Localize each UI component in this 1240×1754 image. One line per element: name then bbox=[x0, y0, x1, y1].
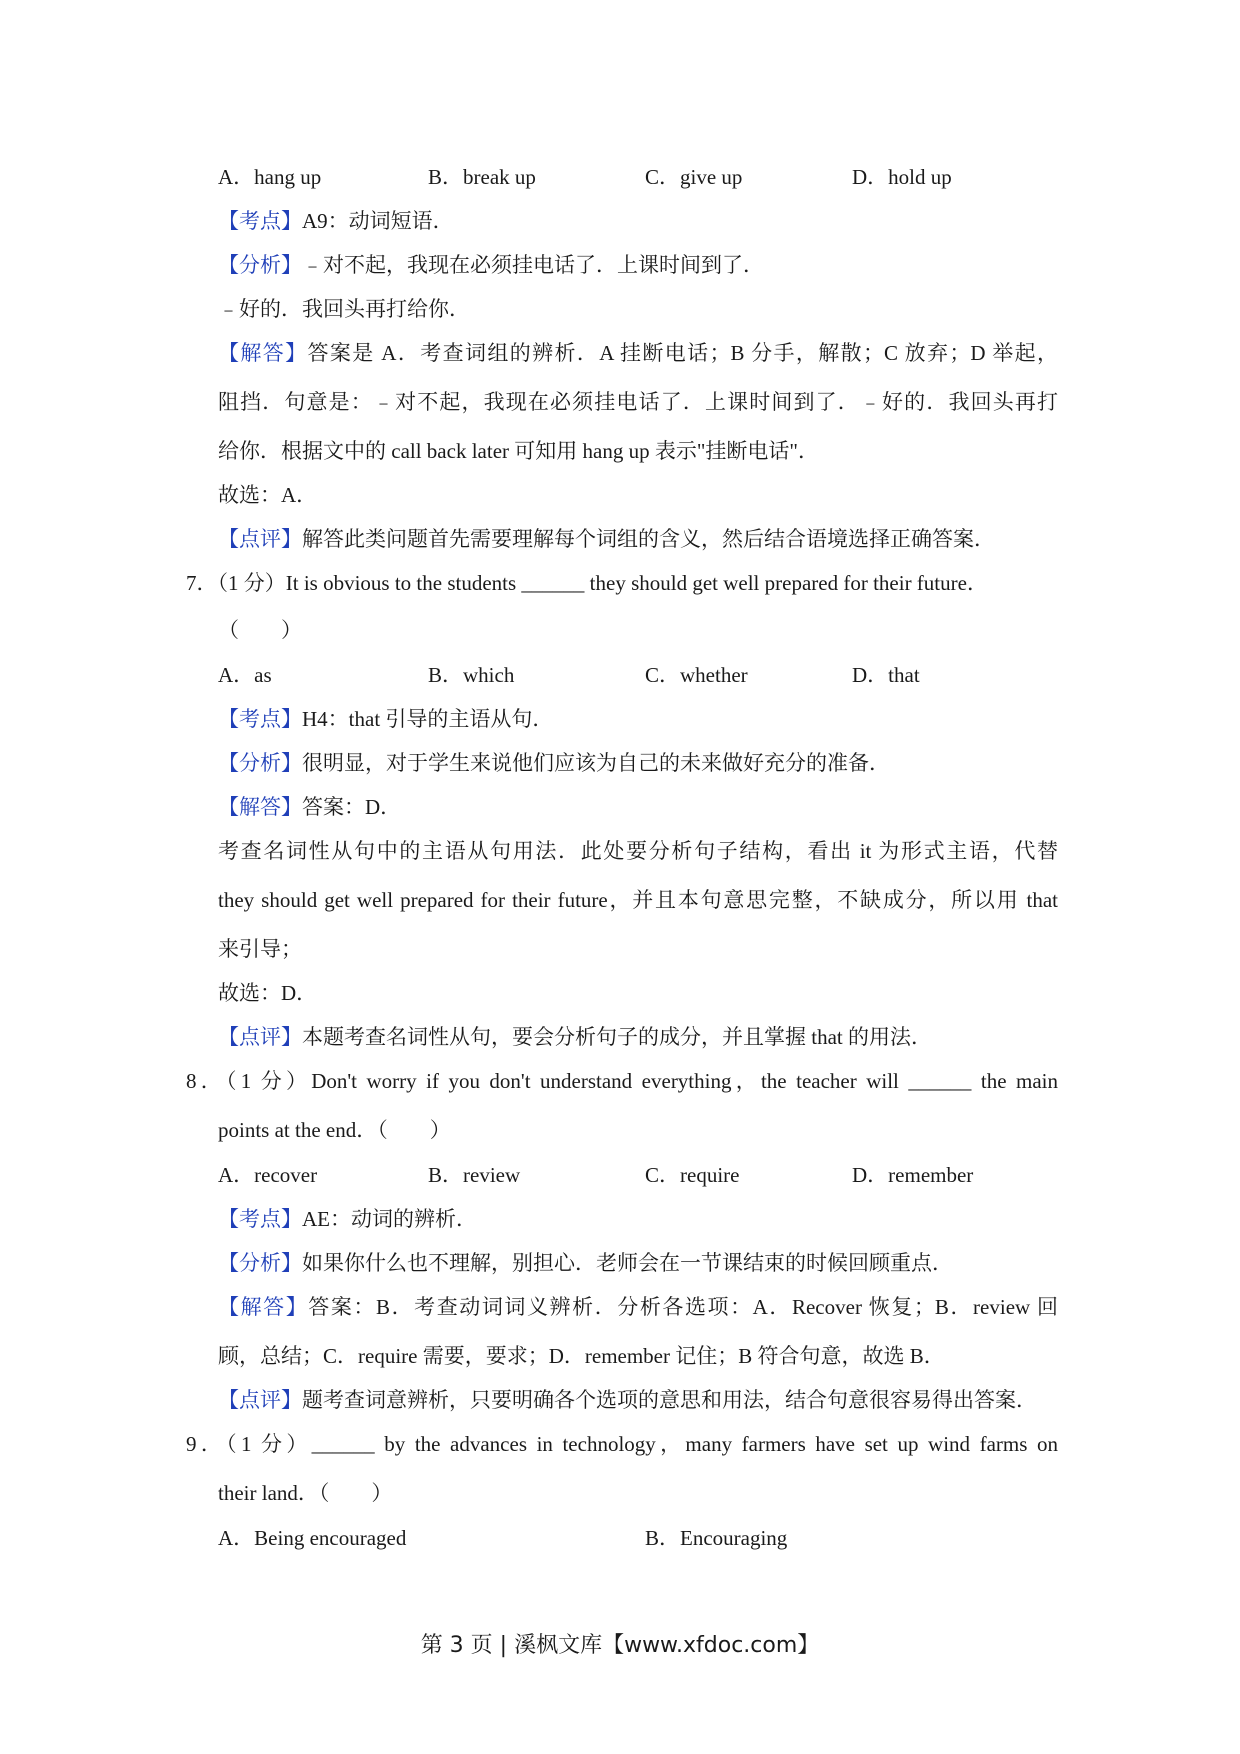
q8-dianping: 【点评】题考查词意辨析，只要明确各个选项的意思和用法，结合句意很容易得出答案． bbox=[218, 1388, 1037, 1412]
q6-jieda: 【解答】答案是 A．考查词组的辨析．A 挂断电话；B 分手，解散；C 放弃；D 举起， bbox=[218, 341, 1058, 365]
q7-paren: （ ） bbox=[218, 618, 302, 642]
q7-dianping: 【点评】本题考查名词性从句，要会分析句子的成分，并且掌握 that 的用法． bbox=[218, 1025, 932, 1049]
dianping-tag: 【点评】 bbox=[218, 1388, 302, 1412]
q7-option-b: B．which bbox=[428, 663, 515, 687]
q6-option-b: B．break up bbox=[428, 165, 536, 189]
q6-option-c: C．give up bbox=[645, 165, 743, 189]
dianping-tag: 【点评】 bbox=[218, 527, 302, 551]
jieda-tag: 【解答】 bbox=[218, 341, 308, 365]
q6-answer: 故选：A． bbox=[218, 483, 318, 507]
q7-stem: 7．（1 分）It is obvious to the students ______ they should get well prepared for their future． bbox=[186, 571, 988, 595]
jieda-tag: 【解答】 bbox=[218, 795, 302, 819]
jieda-tag: 【解答】 bbox=[218, 1295, 309, 1319]
q7-option-c: C．whether bbox=[645, 663, 748, 687]
q8-jieda-line2: 顾，总结；C．require 需要，要求；D．remember 记住；B 符合句意，故选 B． bbox=[218, 1344, 945, 1368]
q9-option-b: B．Encouraging bbox=[645, 1526, 788, 1550]
fenxi-tag: 【分析】 bbox=[218, 253, 302, 277]
q7-option-a: A．as bbox=[218, 663, 272, 687]
q8-fenxi: 【分析】如果你什么也不理解，别担心．老师会在一节课结束的时候回顾重点． bbox=[218, 1251, 953, 1275]
q8-stem: 8．（1 分）Don't worry if you don't understand everything，the teacher will ______ the main bbox=[186, 1069, 1058, 1093]
q8-stem-line2: points at the end．（ ） bbox=[218, 1118, 451, 1142]
kaodian-tag: 【考点】 bbox=[218, 209, 302, 233]
q6-option-d: D．hold up bbox=[852, 165, 952, 189]
fenxi-tag: 【分析】 bbox=[218, 1251, 302, 1275]
q8-jieda: 【解答】答案：B．考查动词词义辨析．分析各选项：A．Recover 恢复；B．review 回 bbox=[218, 1295, 1058, 1319]
q8-kaodian: 【考点】AE：动词的辨析． bbox=[218, 1207, 477, 1231]
q6-option-a: A．hang up bbox=[218, 165, 322, 189]
q7-answer: 故选：D． bbox=[218, 981, 318, 1005]
fenxi-tag: 【分析】 bbox=[218, 751, 302, 775]
q7-jieda: 【解答】答案：D． bbox=[218, 795, 402, 819]
q7-explanation-line1: 考查名词性从句中的主语从句用法．此处要分析句子结构，看出 it 为形式主语，代替 bbox=[218, 839, 1058, 863]
q8-option-a: A．recover bbox=[218, 1163, 318, 1187]
q6-kaodian: 【考点】A9：动词短语． bbox=[218, 209, 454, 233]
q8-option-b: B．review bbox=[428, 1163, 521, 1187]
q9-option-a: A．Being encouraged bbox=[218, 1526, 407, 1550]
q6-fenxi: 【分析】﹣对不起，我现在必须挂电话了．上课时间到了． bbox=[218, 253, 764, 277]
q6-jieda-line2: 阻挡．句意是：﹣对不起，我现在必须挂电话了．上课时间到了．﹣好的．我回头再打 bbox=[218, 390, 1058, 414]
dianping-tag: 【点评】 bbox=[218, 1025, 302, 1049]
q6-jieda-line3: 给你．根据文中的 call back later 可知用 hang up 表示"挂断电话"． bbox=[218, 439, 819, 463]
q8-option-c: C．require bbox=[645, 1163, 740, 1187]
q8-option-d: D．remember bbox=[852, 1163, 974, 1187]
q9-stem: 9．（1 分）______ by the advances in technology，many farmers have set up wind farms on bbox=[186, 1432, 1058, 1456]
page-footer: 第 3 页 | 溪枫文库【www.xfdoc.com】 bbox=[420, 1633, 820, 1658]
q6-fenxi-line2: ﹣好的．我回头再打给你． bbox=[218, 297, 470, 321]
q9-stem-line2: their land．（ ） bbox=[218, 1481, 393, 1505]
q7-kaodian: 【考点】H4：that 引导的主语从句． bbox=[218, 707, 554, 731]
kaodian-tag: 【考点】 bbox=[218, 1207, 302, 1231]
q6-dianping: 【点评】解答此类问题首先需要理解每个词组的含义，然后结合语境选择正确答案． bbox=[218, 527, 995, 551]
q7-explanation-line2: they should get well prepared for their future，并且本句意思完整，不缺成分，所以用 that bbox=[218, 888, 1058, 912]
q7-fenxi: 【分析】很明显，对于学生来说他们应该为自己的未来做好充分的准备． bbox=[218, 751, 890, 775]
kaodian-tag: 【考点】 bbox=[218, 707, 302, 731]
q7-explanation-line3: 来引导； bbox=[218, 937, 302, 961]
q7-option-d: D．that bbox=[852, 663, 920, 687]
